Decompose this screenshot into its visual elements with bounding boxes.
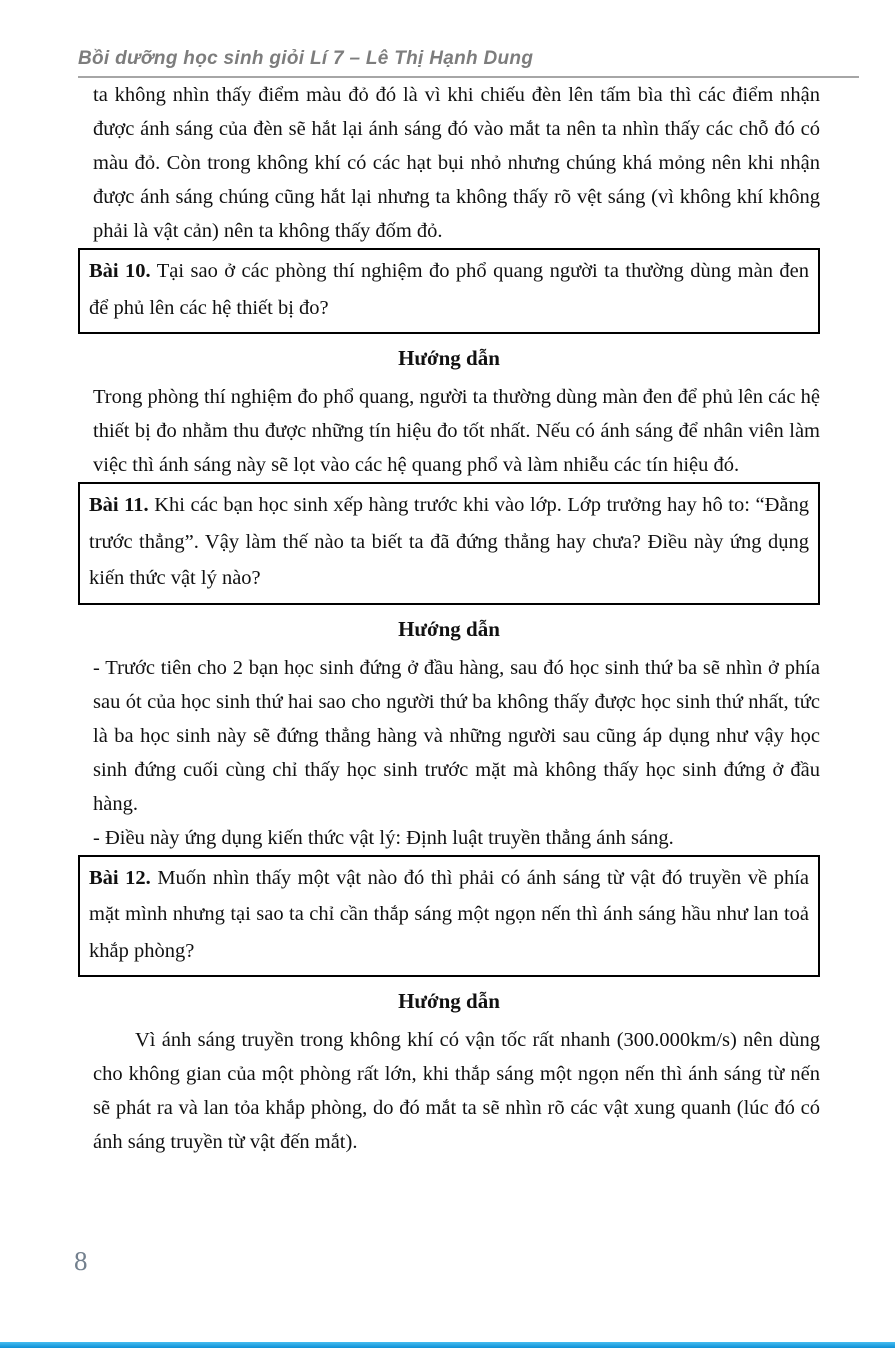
problem-question-bai-10: Tại sao ở các phòng thí nghiệm đo phổ quang người ta thường dùng màn đen để phủ lên các hệ thiết bị đo? [89,260,810,319]
huong-dan-heading-1: Hướng dẫn [398,346,500,370]
bottom-blue-bar [0,1342,895,1348]
problem-box-bai-11 [78,482,820,605]
problem-question-bai-12: Muốn nhìn thấy một vật nào đó thì phải có ánh sáng từ vật đó truyền về phía mặt mình nhưng tại sao ta chỉ cần thắp sáng một ngọn nến thì ánh sáng hầu như lan toả khắp phòng? [89,866,809,962]
answer-paragraph-bai-11-conclusion: - Điều này ứng dụng kiến thức vật lý: Định luật truyền thẳng ánh sáng. [93,826,674,849]
problem-box-bai-12 [78,855,820,978]
intro-paragraph: ta không nhìn thấy điểm màu đỏ đó là vì khi chiếu đèn lên tấm bìa thì các điểm nhận được ánh sáng của đèn sẽ hắt lại ánh sáng đó vào mắt ta nên ta nhìn thấy các chỗ đó có màu đỏ. Còn trong không khí có các hạt bụi nhỏ nhưng chúng khá mỏng nên khi nhận được ánh sáng chúng cũng hắt lại nhưng ta không thấy rõ vệt sáng (vì không khí không phải là vật cản) nên ta không thấy đốm đỏ. [93,84,820,242]
book-header-title: Bồi dưỡng học sinh giỏi Lí 7 – Lê Thị Hạnh Dung [78,48,534,69]
problem-label-bai-12: Bài 12. [89,866,151,889]
problem-label-bai-11: Bài 11. [89,494,149,516]
problem-question-bai-11: Khi các bạn học sinh xếp hàng trước khi vào lớp. Lớp trưởng hay hô to: “Đằng trước thẳng”. Vậy làm thế nào ta biết ta đã đứng thẳng hay chưa? Điều này ứng dụng kiến thức vật lý nào? [89,494,809,589]
page-content [78,78,820,1159]
page-header [78,0,859,78]
huong-dan-heading-3: Hướng dẫn [398,989,500,1013]
answer-paragraph-bai-12: Vì ánh sáng truyền trong không khí có vận tốc rất nhanh (300.000km/s) nên dùng cho không gian của một phòng rất lớn, khi thắp sáng một ngọn nến thì ánh sáng từ nến sẽ phát ra và lan tỏa khắp phòng, do đó mắt ta sẽ nhìn rõ các vật xung quanh (lúc đó có ánh sáng truyền từ vật đến mắt). [93,1029,820,1153]
problem-label-bai-10: Bài 10. [89,260,151,282]
page-number: 8 [74,1246,88,1276]
huong-dan-heading-2: Hướng dẫn [398,616,500,641]
answer-paragraph-bai-10: Trong phòng thí nghiệm đo phổ quang, người ta thường dùng màn đen để phủ lên các hệ thiết bị đo nhằm thu được những tín hiệu đo tốt nhất. Nếu có ánh sáng để nhân viên làm việc thì ánh sáng này sẽ lọt vào các hệ quang phổ và làm nhiễu các tín hiệu đó. [93,386,820,476]
answer-paragraph-bai-11-step: - Trước tiên cho 2 bạn học sinh đứng ở đầu hàng, sau đó học sinh thứ ba sẽ nhìn ở phía sau ót của học sinh thứ hai sao cho người thứ ba không thấy được học sinh thứ nhất, tức là ba học sinh này sẽ đứng thẳng hàng và những người sau cũng áp dụng như vậy học sinh đứng cuối cùng chỉ thấy học sinh trước mặt mà không thấy học sinh đứng ở đầu hàng. [93,656,820,815]
problem-box-bai-10 [78,248,820,334]
